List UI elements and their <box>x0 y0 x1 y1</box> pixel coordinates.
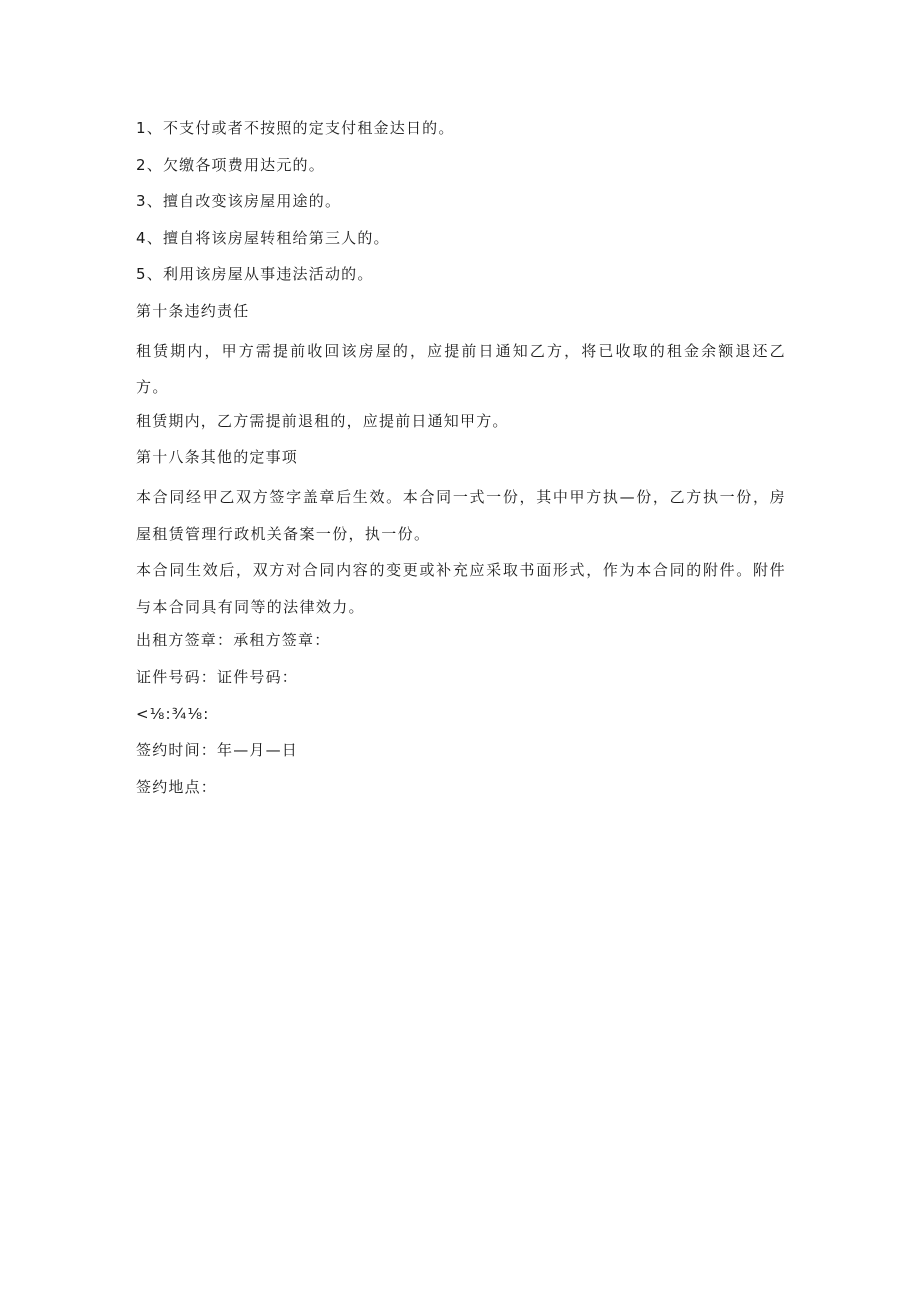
clause-item-5: 5、利用该房屋从事违法活动的。 <box>136 265 374 284</box>
section-heading-breach: 第十条违约责任 <box>136 301 250 320</box>
signing-location-line: 签约地点： <box>136 777 218 796</box>
paragraph-contract-amendments <box>136 552 786 625</box>
id-number-line: 证件号码：证件号码： <box>136 667 299 686</box>
section-heading-other-matters: 第十八条其他的定事项 <box>136 448 299 467</box>
paragraph-tenant-early-termination: 租赁期内，乙方需提前退租的，应提前日通知甲方。 <box>136 411 509 430</box>
paragraph-landlord-early-termination <box>136 333 786 406</box>
garbled-line: <⅛:¾⅛: <box>136 704 210 723</box>
signing-date-line: 签约时间：年—月—日 <box>136 741 299 760</box>
document-body <box>136 113 786 808</box>
clause-item-2: 2、欠缴各项费用达元的。 <box>136 155 325 174</box>
clause-item-1: 1、不支付或者不按照的定支付租金达日的。 <box>136 119 455 137</box>
clause-item-3: 3、擅自改变该房屋用途的。 <box>136 192 342 211</box>
signature-line: 出租方签章：承租方签章： <box>136 631 331 650</box>
paragraph-text: 租赁期内，甲方需提前收回该房屋的，应提前日通知乙方，将已收取的租金余额退还乙方。 <box>136 341 786 397</box>
clause-item-4: 4、擅自将该房屋转租给第三人的。 <box>136 228 390 247</box>
paragraph-contract-effect <box>136 479 786 552</box>
paragraph-text: 本合同生效后，双方对合同内容的变更或补充应采取书面形式，作为本合同的附件。附件与本合同具有同等的法律效力。 <box>136 561 786 616</box>
paragraph-text: 本合同经甲乙双方签字盖章后生效。本合同一式一份，其中甲方执—份，乙方执一份，房屋租赁管理行政机关备案一份，执一份。 <box>136 487 786 543</box>
